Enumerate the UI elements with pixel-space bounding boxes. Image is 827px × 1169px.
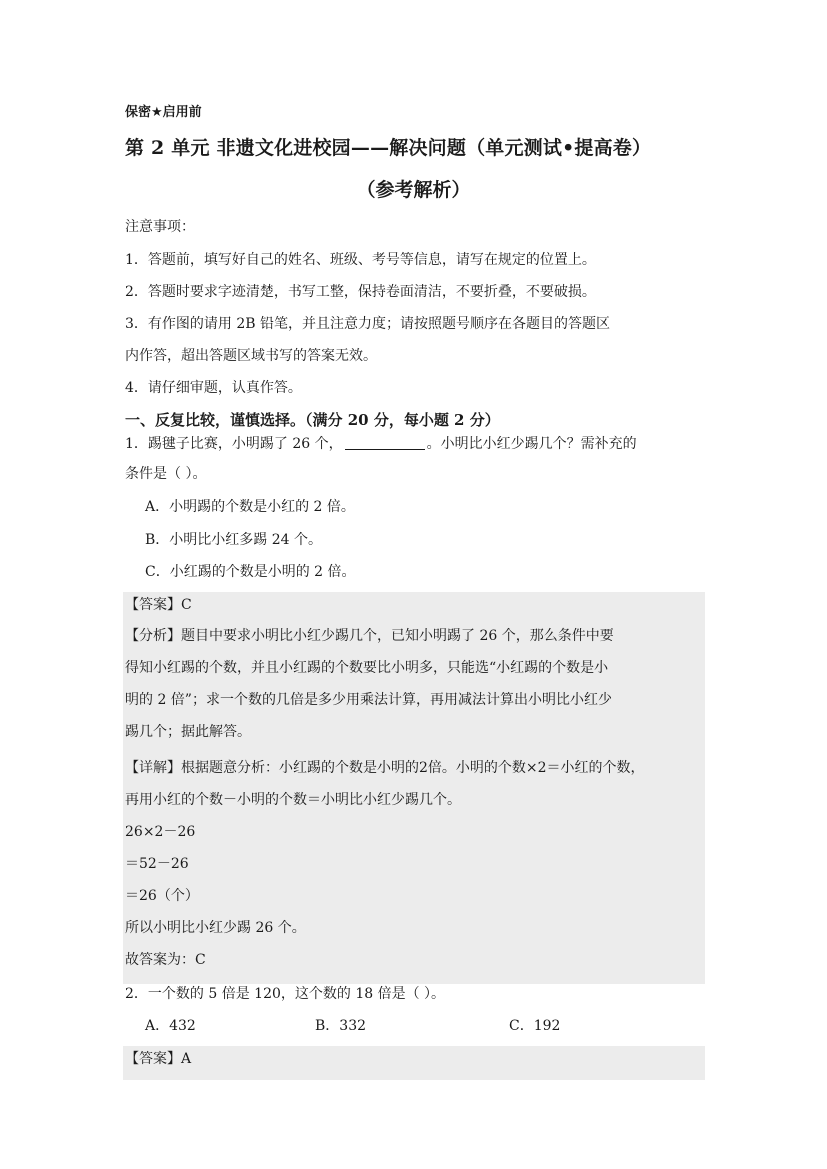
detail-line: 再用小红的个数－小明的个数＝小明比小红少踢几个。 <box>125 792 461 808</box>
question-1-stem-end: 。小明比小红少踢几个？需补充的 <box>426 436 637 452</box>
notice-item: 4．请仔细审题，认真作答。 <box>125 380 302 396</box>
calculation-line: 26×2－26 <box>125 824 196 840</box>
section-heading: 一、反复比较，谨慎选择。（满分 20 分，每小题 2 分） <box>125 411 500 429</box>
question-2-option-b: B．332 <box>315 1018 367 1034</box>
question-2-answer: 【答案】A <box>125 1051 192 1067</box>
page-subtitle: （参考解析） <box>356 179 471 201</box>
analysis-line: 踢几个；据此解答。 <box>125 724 251 740</box>
question-1-option-b: B．小明比小红多踢 24 个。 <box>145 532 323 548</box>
confidential-label: 保密★启用前 <box>125 105 202 120</box>
solution-block-q2 <box>123 1046 705 1080</box>
final-answer-line: 故答案为：C <box>125 952 206 968</box>
notice-item: 内作答，超出答题区域书写的答案无效。 <box>125 348 377 364</box>
question-1-stem <box>125 434 637 454</box>
calculation-line: ＝26（个） <box>125 888 199 904</box>
notice-item: 2．答题时要求字迹清楚，书写工整，保持卷面清洁，不要折叠，不要破损。 <box>125 284 596 300</box>
question-1-answer: 【答案】C <box>125 597 192 613</box>
notice-item: 1．答题前，填写好自己的姓名、班级、考号等信息，请写在规定的位置上。 <box>125 252 596 268</box>
answer-blank <box>345 435 425 450</box>
notice-item: 3．有作图的请用 2B 铅笔，并且注意力度；请按照题号顺序在各题目的答题区 <box>125 316 611 332</box>
analysis-line: 【分析】题目中要求小明比小红少踢几个，已知小明踢了 26 个，那么条件中要 <box>125 628 614 644</box>
question-1-option-c: C．小红踢的个数是小明的 2 倍。 <box>145 564 356 580</box>
calculation-line: ＝52－26 <box>125 856 189 872</box>
notice-heading: 注意事项： <box>125 219 195 235</box>
question-2-option-c: C．192 <box>509 1018 561 1034</box>
question-2-stem: 2．一个数的 5 倍是 120，这个数的 18 倍是（ ）。 <box>125 986 446 1002</box>
question-2-option-a: A．432 <box>145 1018 196 1034</box>
page-title: 第 2 单元 非遗文化进校园——解决问题（单元测试•提高卷） <box>125 137 652 159</box>
detail-line: 【详解】根据题意分析：小红踢的个数是小明的2倍。小明的个数×2＝小红的个数， <box>125 760 645 776</box>
question-1-option-a: A．小明踢的个数是小红的 2 倍。 <box>145 499 355 515</box>
question-1-stem-line2: 条件是（ ）。 <box>125 466 207 482</box>
question-1-stem-start: 1．踢毽子比赛，小明踢了 26 个， <box>125 436 343 452</box>
analysis-line: 得知小红踢的个数，并且小红踢的个数要比小明多，只能选“小红踢的个数是小 <box>125 660 609 676</box>
analysis-line: 明的 2 倍”；求一个数的几倍是多少用乘法计算，再用减法计算出小明比小红少 <box>125 692 612 708</box>
conclusion-line: 所以小明比小红少踢 26 个。 <box>125 920 306 936</box>
